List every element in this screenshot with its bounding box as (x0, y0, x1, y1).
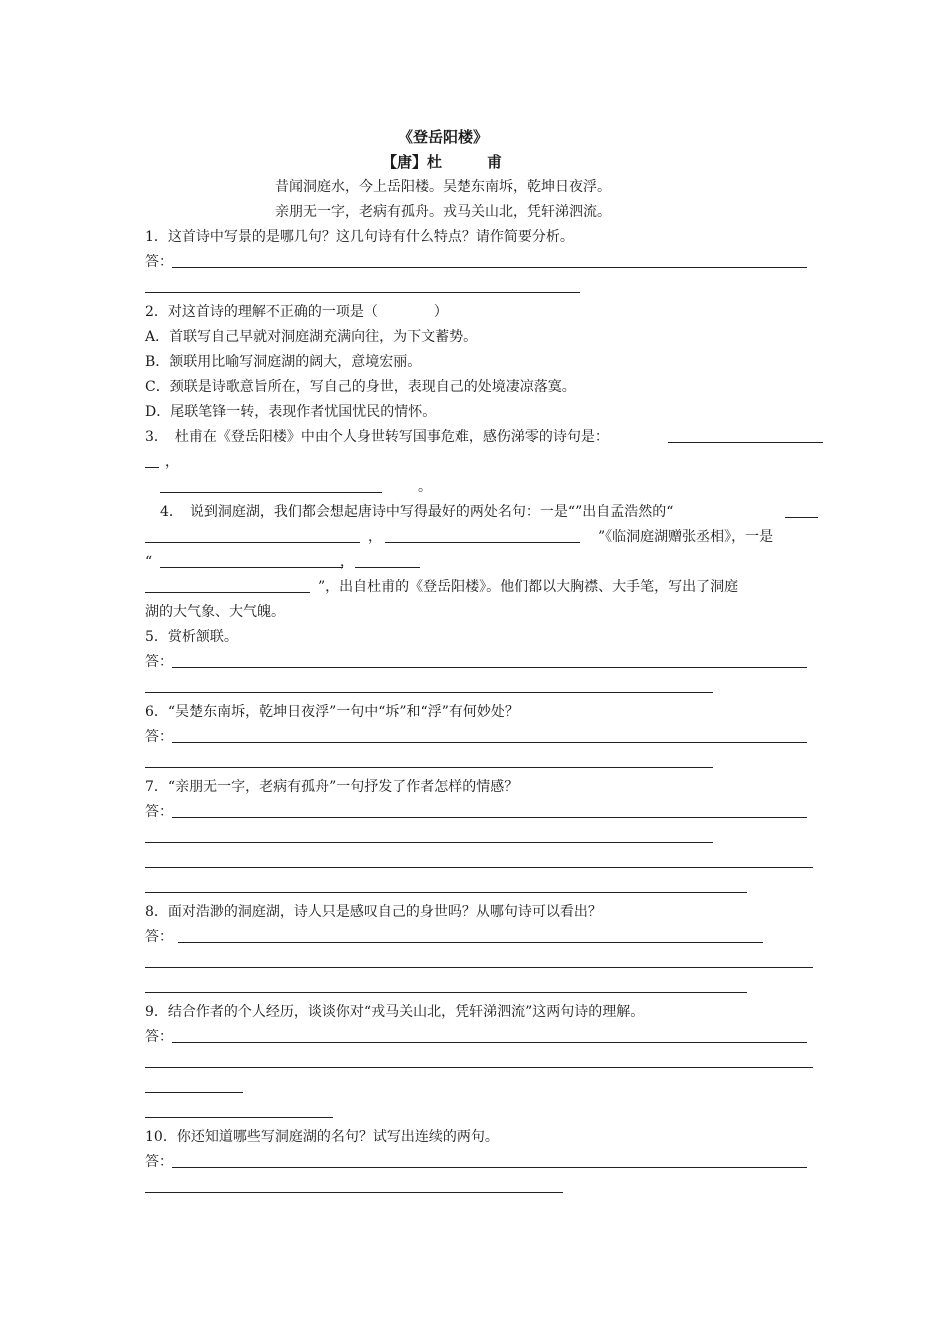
q3-period: 。 (418, 479, 432, 495)
q4-quote-open: “ (145, 554, 153, 570)
option-a[interactable]: A．首联写自己早就对洞庭湖充满向往，为下文蓄势。 (145, 329, 478, 345)
question-1: 1．这首诗中写景的是哪几句？这几句诗有什么特点？请作简要分析。 (145, 229, 574, 245)
answer-label-6: 答： (145, 729, 173, 745)
answer-line[interactable] (145, 892, 747, 893)
question-5: 5．赏析颔联。 (145, 629, 238, 645)
answer-line[interactable] (145, 1192, 563, 1193)
answer-line[interactable] (145, 992, 747, 993)
answer-label-1: 答： (145, 254, 173, 270)
answer-line[interactable] (172, 667, 807, 668)
answer-label-5: 答： (145, 654, 173, 670)
answer-line[interactable] (145, 1067, 813, 1068)
answer-line[interactable] (355, 567, 420, 568)
answer-line[interactable] (145, 767, 713, 768)
answer-line[interactable] (160, 567, 343, 568)
question-10: 10．你还知道哪些写洞庭湖的名句？试写出连续的两句。 (145, 1129, 499, 1145)
answer-line[interactable] (668, 442, 823, 443)
answer-line[interactable] (172, 1042, 807, 1043)
question-7: 7．“亲朋无一字，老病有孤舟”一句抒发了作者怎样的情感？ (145, 779, 519, 795)
option-c[interactable]: C．颈联是诗歌意旨所在，写自己的身世，表现自己的处境凄凉落寞。 (145, 379, 576, 395)
answer-line[interactable] (145, 542, 360, 543)
answer-line[interactable] (145, 292, 580, 293)
answer-line[interactable] (178, 942, 763, 943)
q4-part-4: 湖的大气象、大气魄。 (145, 604, 285, 620)
question-6: 6．“吴楚东南坼，乾坤日夜浮”一句中“坼”和“浮”有何妙处？ (145, 704, 519, 720)
question-3: 3． 杜甫在《登岳阳楼》中由个人身世转写国事危难，感伤涕零的诗句是： (145, 429, 609, 445)
answer-line[interactable] (385, 542, 580, 543)
q3-comma: ， (165, 454, 179, 470)
answer-line[interactable] (145, 692, 713, 693)
poem-author: 【唐】杜 甫 (382, 153, 503, 171)
q4-part-3: ”，出自杜甫的《登岳阳楼》。他们都以大胸襟、大手笔，写出了洞庭 (318, 579, 739, 595)
q4-comma-1: ， (368, 529, 382, 545)
poem-line-2: 亲朋无一字，老病有孤舟。戎马关山北，凭轩涕泗流。 (275, 204, 611, 220)
answer-line[interactable] (145, 592, 310, 593)
answer-line[interactable] (145, 867, 813, 868)
answer-line[interactable] (172, 1167, 807, 1168)
poem-title: 《登岳阳楼》 (398, 128, 489, 146)
answer-line[interactable] (145, 1117, 333, 1118)
answer-line[interactable] (785, 517, 818, 518)
q4-source-1: ”《临洞庭湖赠张丞相》，一是 (598, 529, 774, 545)
option-d[interactable]: D．尾联笔锋一转，表现作者忧国忧民的情怀。 (145, 404, 437, 420)
answer-line[interactable] (145, 842, 713, 843)
option-b[interactable]: B．颔联用比喻写洞庭湖的阔大，意境宏丽。 (145, 354, 422, 370)
answer-line[interactable] (145, 467, 159, 468)
answer-label-10: 答： (145, 1154, 173, 1170)
question-2: 2．对这首诗的理解不正确的一项是（ ） (145, 304, 448, 320)
answer-line[interactable] (172, 267, 807, 268)
answer-line[interactable] (145, 967, 813, 968)
question-8: 8．面对浩渺的洞庭湖，诗人只是感叹自己的身世吗？从哪句诗可以看出？ (145, 904, 602, 920)
answer-line[interactable] (160, 492, 382, 493)
poem-line-1: 昔闻洞庭水，今上岳阳楼。吴楚东南坼，乾坤日夜浮。 (275, 179, 611, 195)
question-4: 4． 说到洞庭湖，我们都会想起唐诗中写得最好的两处名句：一是“”出自孟浩然的“ (160, 504, 674, 520)
answer-line[interactable] (172, 817, 807, 818)
answer-label-8: 答： (145, 929, 173, 945)
q4-comma-2: ， (340, 554, 354, 570)
answer-label-7: 答： (145, 804, 173, 820)
answer-line[interactable] (145, 1092, 243, 1093)
answer-label-9: 答： (145, 1029, 173, 1045)
question-9: 9．结合作者的个人经历，谈谈你对“戎马关山北，凭轩涕泗流”这两句诗的理解。 (145, 1004, 645, 1020)
answer-line[interactable] (172, 742, 807, 743)
